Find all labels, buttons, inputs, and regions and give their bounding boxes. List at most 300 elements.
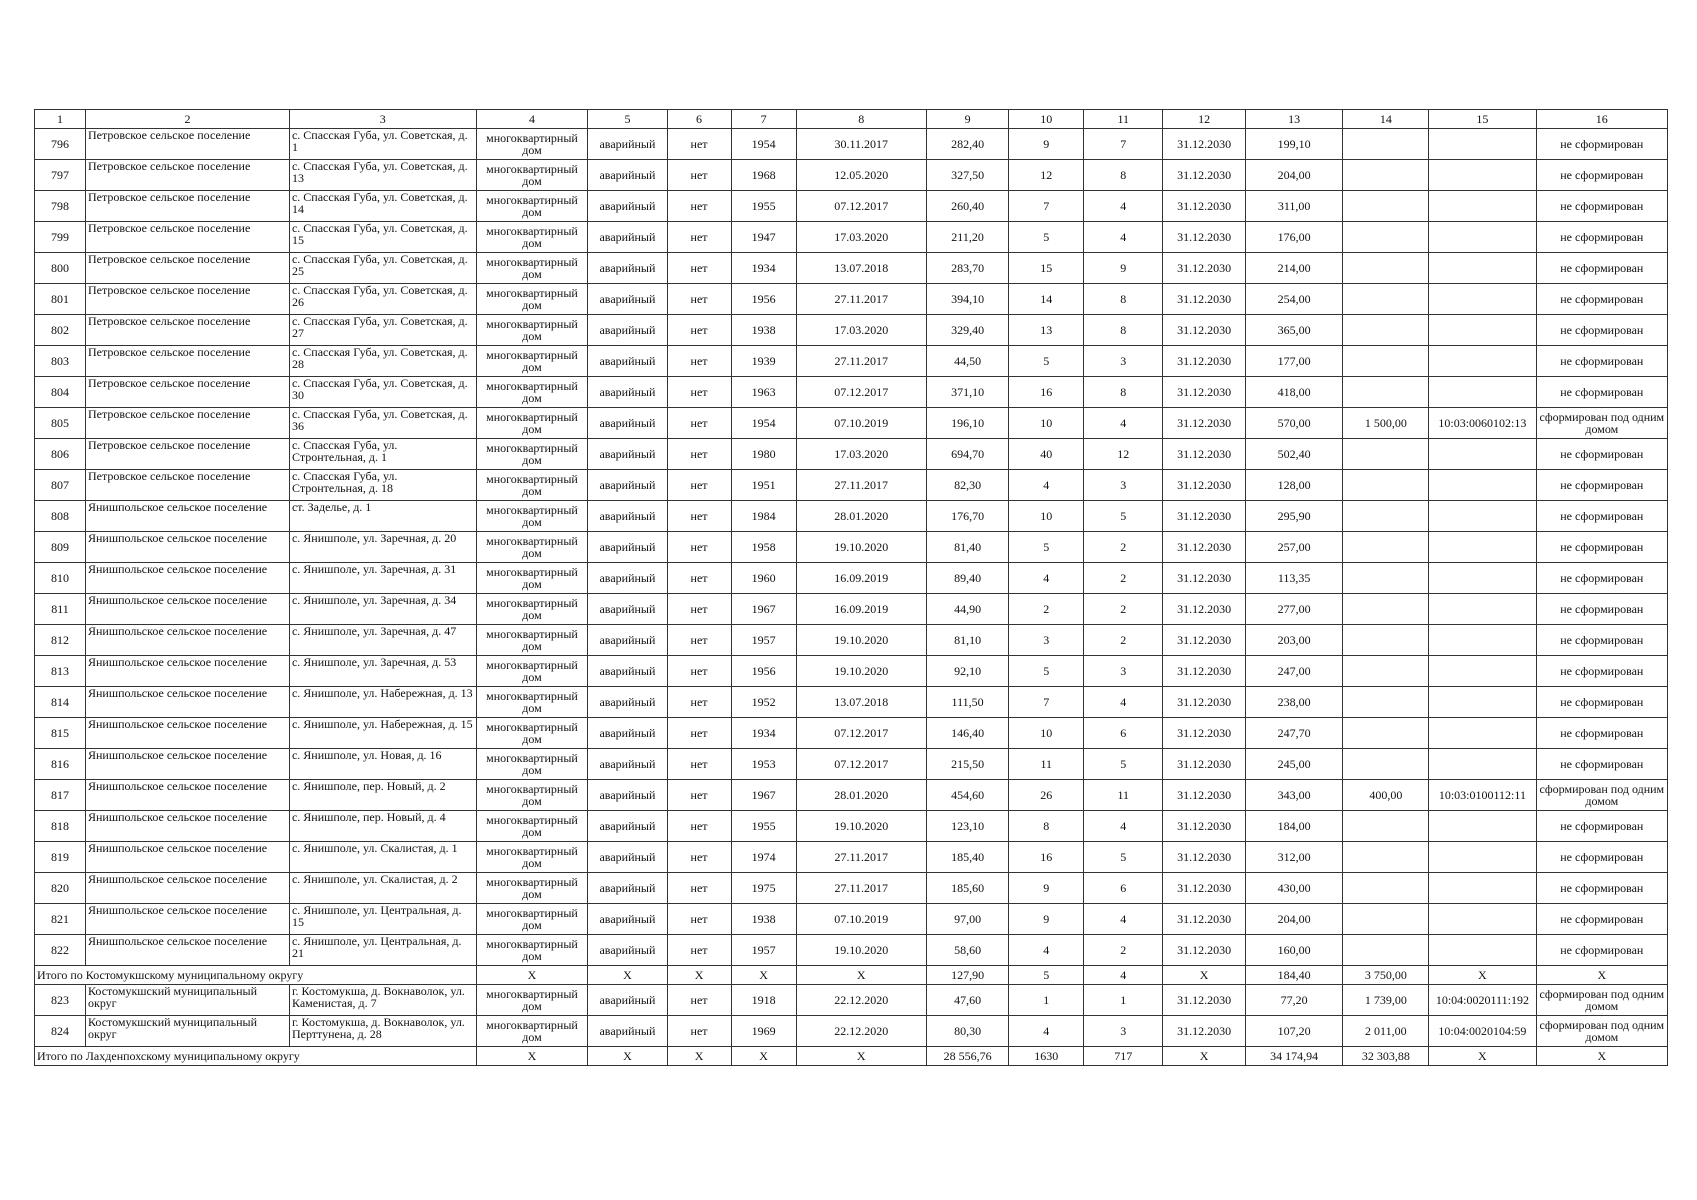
cadastral-number-cell — [1429, 439, 1536, 470]
table-row — [35, 718, 1668, 749]
column-number-header: 1 — [35, 110, 86, 129]
table-row — [35, 222, 1668, 253]
row-number-cell: 796 — [35, 129, 86, 160]
table-row — [35, 532, 1668, 563]
land-status-cell: не сформирован — [1536, 346, 1667, 377]
total-cell: 1630 — [1009, 1047, 1084, 1066]
municipality-cell: Янишпольское сельское поселение — [85, 501, 289, 532]
area-cell: 329,40 — [926, 315, 1008, 346]
address-cell: с. Янишполе, пер. Новый, д. 2 — [289, 780, 476, 811]
municipality-cell: Янишпольское сельское поселение — [85, 780, 289, 811]
apartments-cell: 5 — [1084, 749, 1163, 780]
area-cell: 215,50 — [926, 749, 1008, 780]
recognition-date-cell: 07.10.2019 — [796, 408, 926, 439]
recognition-date-cell: 27.11.2017 — [796, 842, 926, 873]
municipality-cell: Петровское сельское поселение — [85, 470, 289, 501]
cadastral-number-cell — [1429, 315, 1536, 346]
column-number-header: 3 — [289, 110, 476, 129]
table-row — [35, 985, 1668, 1016]
total-cell: X — [796, 1047, 926, 1066]
condition-cell: аварийный — [588, 377, 667, 408]
municipality-cell: Янишпольское сельское поселение — [85, 749, 289, 780]
year-built-cell: 1947 — [731, 222, 796, 253]
condition-cell: аварийный — [588, 656, 667, 687]
row-number-cell: 818 — [35, 811, 86, 842]
row-number-cell: 800 — [35, 253, 86, 284]
residents-cell: 13 — [1009, 315, 1084, 346]
condition-cell: аварийный — [588, 935, 667, 966]
relocated-cell: нет — [667, 253, 731, 284]
total-cell: X — [1536, 966, 1667, 985]
area-cell: 327,50 — [926, 160, 1008, 191]
land-plot-area-cell — [1343, 470, 1429, 501]
municipality-cell: Петровское сельское поселение — [85, 222, 289, 253]
relocated-cell: нет — [667, 1016, 731, 1047]
column-number-header: 6 — [667, 110, 731, 129]
address-cell: с. Спасская Губа, ул. Советская, д. 1 — [289, 129, 476, 160]
area-cell: 44,90 — [926, 594, 1008, 625]
residents-cell: 4 — [1009, 563, 1084, 594]
land-plot-area-cell — [1343, 191, 1429, 222]
address-cell: с. Янишполе, ул. Заречная, д. 47 — [289, 625, 476, 656]
relocated-cell: нет — [667, 780, 731, 811]
planned-date-cell: 31.12.2030 — [1163, 346, 1245, 377]
land-status-cell: не сформирован — [1536, 501, 1667, 532]
address-cell: с. Спасская Губа, ул. Советская, д. 15 — [289, 222, 476, 253]
apartments-cell: 6 — [1084, 718, 1163, 749]
row-number-cell: 817 — [35, 780, 86, 811]
table-row — [35, 160, 1668, 191]
address-cell: с. Янишполе, ул. Центральная, д. 21 — [289, 935, 476, 966]
planned-date-cell: 31.12.2030 — [1163, 985, 1245, 1016]
table-row — [35, 129, 1668, 160]
column-number-header: 11 — [1084, 110, 1163, 129]
land-plot-area-cell — [1343, 656, 1429, 687]
area-cell: 196,10 — [926, 408, 1008, 439]
year-built-cell: 1954 — [731, 129, 796, 160]
building-type-cell: многоквартирный дом — [476, 563, 588, 594]
building-type-cell: многоквартирный дом — [476, 873, 588, 904]
building-type-cell: многоквартирный дом — [476, 904, 588, 935]
land-plot-area-cell — [1343, 935, 1429, 966]
address-cell: с. Спасская Губа, ул. Советская, д. 28 — [289, 346, 476, 377]
land-area-value-cell: 277,00 — [1245, 594, 1343, 625]
recognition-date-cell: 27.11.2017 — [796, 873, 926, 904]
year-built-cell: 1958 — [731, 532, 796, 563]
building-type-cell: многоквартирный дом — [476, 346, 588, 377]
year-built-cell: 1984 — [731, 501, 796, 532]
recognition-date-cell: 07.10.2019 — [796, 904, 926, 935]
residents-cell: 26 — [1009, 780, 1084, 811]
table-row — [35, 935, 1668, 966]
year-built-cell: 1969 — [731, 1016, 796, 1047]
address-cell: с. Спасская Губа, ул. Стронтельная, д. 1 — [289, 439, 476, 470]
land-status-cell: не сформирован — [1536, 811, 1667, 842]
land-area-value-cell: 77,20 — [1245, 985, 1343, 1016]
address-cell: г. Костомукша, д. Вокнаволок, ул. Каменистая, д. 7 — [289, 985, 476, 1016]
land-area-value-cell: 245,00 — [1245, 749, 1343, 780]
row-number-cell: 812 — [35, 625, 86, 656]
apartments-cell: 7 — [1084, 129, 1163, 160]
year-built-cell: 1967 — [731, 780, 796, 811]
cadastral-number-cell — [1429, 563, 1536, 594]
area-cell: 97,00 — [926, 904, 1008, 935]
row-number-cell: 806 — [35, 439, 86, 470]
area-cell: 146,40 — [926, 718, 1008, 749]
residents-cell: 16 — [1009, 377, 1084, 408]
building-type-cell: многоквартирный дом — [476, 935, 588, 966]
planned-date-cell: 31.12.2030 — [1163, 129, 1245, 160]
residents-cell: 2 — [1009, 594, 1084, 625]
cadastral-number-cell — [1429, 284, 1536, 315]
area-cell: 371,10 — [926, 377, 1008, 408]
relocated-cell: нет — [667, 439, 731, 470]
cadastral-number-cell — [1429, 501, 1536, 532]
year-built-cell: 1952 — [731, 687, 796, 718]
column-number-header: 12 — [1163, 110, 1245, 129]
recognition-date-cell: 17.03.2020 — [796, 439, 926, 470]
total-cell: X — [796, 966, 926, 985]
recognition-date-cell: 07.12.2017 — [796, 749, 926, 780]
land-area-value-cell: 238,00 — [1245, 687, 1343, 718]
land-area-value-cell: 177,00 — [1245, 346, 1343, 377]
apartments-cell: 5 — [1084, 501, 1163, 532]
land-area-value-cell: 113,35 — [1245, 563, 1343, 594]
total-label: Итого по Лахденпохскому муниципальному округу — [35, 1047, 477, 1066]
area-cell: 211,20 — [926, 222, 1008, 253]
area-cell: 89,40 — [926, 563, 1008, 594]
row-number-cell: 822 — [35, 935, 86, 966]
total-label: Итого по Костомукшскому муниципальному округу — [35, 966, 477, 985]
recognition-date-cell: 16.09.2019 — [796, 594, 926, 625]
table-row — [35, 346, 1668, 377]
condition-cell: аварийный — [588, 687, 667, 718]
land-status-cell: не сформирован — [1536, 904, 1667, 935]
land-area-value-cell: 176,00 — [1245, 222, 1343, 253]
land-area-value-cell: 418,00 — [1245, 377, 1343, 408]
condition-cell: аварийный — [588, 191, 667, 222]
land-area-value-cell: 312,00 — [1245, 842, 1343, 873]
year-built-cell: 1956 — [731, 284, 796, 315]
total-cell: 4 — [1084, 966, 1163, 985]
column-number-header: 14 — [1343, 110, 1429, 129]
area-cell: 454,60 — [926, 780, 1008, 811]
relocated-cell: нет — [667, 625, 731, 656]
land-status-cell: не сформирован — [1536, 129, 1667, 160]
recognition-date-cell: 19.10.2020 — [796, 935, 926, 966]
apartments-cell: 8 — [1084, 160, 1163, 191]
year-built-cell: 1963 — [731, 377, 796, 408]
total-cell: 32 303,88 — [1343, 1047, 1429, 1066]
table-row — [35, 377, 1668, 408]
year-built-cell: 1934 — [731, 253, 796, 284]
building-type-cell: многоквартирный дом — [476, 160, 588, 191]
relocated-cell: нет — [667, 873, 731, 904]
recognition-date-cell: 19.10.2020 — [796, 811, 926, 842]
land-status-cell: сформирован под одним домом — [1536, 780, 1667, 811]
apartments-cell: 2 — [1084, 532, 1163, 563]
year-built-cell: 1934 — [731, 718, 796, 749]
recognition-date-cell: 19.10.2020 — [796, 656, 926, 687]
table-row — [35, 625, 1668, 656]
address-cell: с. Спасская Губа, ул. Советская, д. 30 — [289, 377, 476, 408]
relocated-cell: нет — [667, 408, 731, 439]
column-number-header: 7 — [731, 110, 796, 129]
condition-cell: аварийный — [588, 563, 667, 594]
land-plot-area-cell — [1343, 346, 1429, 377]
land-plot-area-cell — [1343, 377, 1429, 408]
land-area-value-cell: 570,00 — [1245, 408, 1343, 439]
land-status-cell: сформирован под одним домом — [1536, 985, 1667, 1016]
land-status-cell: не сформирован — [1536, 315, 1667, 346]
address-cell: с. Спасская Губа, ул. Советская, д. 14 — [289, 191, 476, 222]
cadastral-number-cell — [1429, 222, 1536, 253]
condition-cell: аварийный — [588, 594, 667, 625]
area-cell: 80,30 — [926, 1016, 1008, 1047]
total-row — [35, 966, 1668, 985]
land-plot-area-cell — [1343, 253, 1429, 284]
table-row — [35, 904, 1668, 935]
row-number-cell: 821 — [35, 904, 86, 935]
residents-cell: 5 — [1009, 532, 1084, 563]
recognition-date-cell: 16.09.2019 — [796, 563, 926, 594]
address-cell: с. Янишполе, пер. Новый, д. 4 — [289, 811, 476, 842]
table-row — [35, 656, 1668, 687]
recognition-date-cell: 27.11.2017 — [796, 346, 926, 377]
address-cell: с. Спасская Губа, ул. Советская, д. 26 — [289, 284, 476, 315]
area-cell: 44,50 — [926, 346, 1008, 377]
municipality-cell: Петровское сельское поселение — [85, 315, 289, 346]
land-plot-area-cell: 400,00 — [1343, 780, 1429, 811]
municipality-cell: Янишпольское сельское поселение — [85, 904, 289, 935]
building-type-cell: многоквартирный дом — [476, 811, 588, 842]
area-cell: 123,10 — [926, 811, 1008, 842]
residents-cell: 4 — [1009, 470, 1084, 501]
cadastral-number-cell: 10:04:0020111:192 — [1429, 985, 1536, 1016]
recognition-date-cell: 07.12.2017 — [796, 377, 926, 408]
condition-cell: аварийный — [588, 780, 667, 811]
address-cell: с. Спасская Губа, ул. Советская, д. 13 — [289, 160, 476, 191]
planned-date-cell: 31.12.2030 — [1163, 687, 1245, 718]
column-number-header: 15 — [1429, 110, 1536, 129]
planned-date-cell: 31.12.2030 — [1163, 160, 1245, 191]
apartments-cell: 8 — [1084, 284, 1163, 315]
planned-date-cell: 31.12.2030 — [1163, 594, 1245, 625]
address-cell: с. Янишполе, ул. Набережная, д. 15 — [289, 718, 476, 749]
column-number-header: 8 — [796, 110, 926, 129]
condition-cell: аварийный — [588, 439, 667, 470]
planned-date-cell: 31.12.2030 — [1163, 563, 1245, 594]
condition-cell: аварийный — [588, 470, 667, 501]
municipality-cell: Янишпольское сельское поселение — [85, 656, 289, 687]
address-cell: с. Янишполе, ул. Набережная, д. 13 — [289, 687, 476, 718]
land-status-cell: не сформирован — [1536, 842, 1667, 873]
planned-date-cell: 31.12.2030 — [1163, 811, 1245, 842]
municipality-cell: Янишпольское сельское поселение — [85, 594, 289, 625]
table-row — [35, 191, 1668, 222]
building-type-cell: многоквартирный дом — [476, 191, 588, 222]
cadastral-number-cell — [1429, 160, 1536, 191]
land-status-cell: не сформирован — [1536, 718, 1667, 749]
row-number-cell: 819 — [35, 842, 86, 873]
row-number-cell: 816 — [35, 749, 86, 780]
address-cell: с. Янишполе, ул. Скалистая, д. 1 — [289, 842, 476, 873]
land-plot-area-cell — [1343, 501, 1429, 532]
municipality-cell: Янишпольское сельское поселение — [85, 625, 289, 656]
recognition-date-cell: 19.10.2020 — [796, 532, 926, 563]
building-type-cell: многоквартирный дом — [476, 842, 588, 873]
land-status-cell: не сформирован — [1536, 377, 1667, 408]
residents-cell: 7 — [1009, 687, 1084, 718]
address-cell: с. Спасская Губа, ул. Советская, д. 36 — [289, 408, 476, 439]
area-cell: 92,10 — [926, 656, 1008, 687]
cadastral-number-cell — [1429, 811, 1536, 842]
building-type-cell: многоквартирный дом — [476, 780, 588, 811]
relocated-cell: нет — [667, 284, 731, 315]
building-type-cell: многоквартирный дом — [476, 253, 588, 284]
land-status-cell: не сформирован — [1536, 191, 1667, 222]
cadastral-number-cell — [1429, 191, 1536, 222]
table-row — [35, 408, 1668, 439]
building-type-cell: многоквартирный дом — [476, 532, 588, 563]
condition-cell: аварийный — [588, 718, 667, 749]
apartments-cell: 1 — [1084, 985, 1163, 1016]
building-type-cell: многоквартирный дом — [476, 656, 588, 687]
land-plot-area-cell — [1343, 563, 1429, 594]
land-plot-area-cell — [1343, 222, 1429, 253]
total-cell: X — [476, 1047, 588, 1066]
total-cell: X — [1163, 966, 1245, 985]
condition-cell: аварийный — [588, 904, 667, 935]
year-built-cell: 1938 — [731, 315, 796, 346]
planned-date-cell: 31.12.2030 — [1163, 1016, 1245, 1047]
land-plot-area-cell: 1 739,00 — [1343, 985, 1429, 1016]
cadastral-number-cell: 10:03:0100112:11 — [1429, 780, 1536, 811]
area-cell: 111,50 — [926, 687, 1008, 718]
recognition-date-cell: 13.07.2018 — [796, 687, 926, 718]
condition-cell: аварийный — [588, 873, 667, 904]
apartments-cell: 4 — [1084, 191, 1163, 222]
total-cell: X — [476, 966, 588, 985]
municipality-cell: Костомукшский муниципальный округ — [85, 1016, 289, 1047]
building-type-cell: многоквартирный дом — [476, 222, 588, 253]
residents-cell: 5 — [1009, 656, 1084, 687]
total-cell: X — [731, 966, 796, 985]
land-plot-area-cell: 2 011,00 — [1343, 1016, 1429, 1047]
building-type-cell: многоквартирный дом — [476, 470, 588, 501]
planned-date-cell: 31.12.2030 — [1163, 377, 1245, 408]
row-number-cell: 808 — [35, 501, 86, 532]
building-type-cell: многоквартирный дом — [476, 594, 588, 625]
land-area-value-cell: 204,00 — [1245, 904, 1343, 935]
relocated-cell: нет — [667, 811, 731, 842]
cadastral-number-cell — [1429, 532, 1536, 563]
condition-cell: аварийный — [588, 985, 667, 1016]
planned-date-cell: 31.12.2030 — [1163, 532, 1245, 563]
land-area-value-cell: 311,00 — [1245, 191, 1343, 222]
municipality-cell: Петровское сельское поселение — [85, 408, 289, 439]
year-built-cell: 1918 — [731, 985, 796, 1016]
address-cell: с. Янишполе, ул. Новая, д. 16 — [289, 749, 476, 780]
year-built-cell: 1980 — [731, 439, 796, 470]
municipality-cell: Петровское сельское поселение — [85, 284, 289, 315]
apartments-cell: 2 — [1084, 625, 1163, 656]
recognition-date-cell: 28.01.2020 — [796, 501, 926, 532]
column-number-header: 10 — [1009, 110, 1084, 129]
building-type-cell: многоквартирный дом — [476, 439, 588, 470]
row-number-cell: 815 — [35, 718, 86, 749]
address-cell: с. Спасская Губа, ул. Советская, д. 25 — [289, 253, 476, 284]
cadastral-number-cell — [1429, 594, 1536, 625]
area-cell: 260,40 — [926, 191, 1008, 222]
total-cell: 3 750,00 — [1343, 966, 1429, 985]
condition-cell: аварийный — [588, 842, 667, 873]
area-cell: 282,40 — [926, 129, 1008, 160]
land-area-value-cell: 502,40 — [1245, 439, 1343, 470]
relocated-cell: нет — [667, 346, 731, 377]
cadastral-number-cell — [1429, 873, 1536, 904]
table-row — [35, 873, 1668, 904]
cadastral-number-cell — [1429, 935, 1536, 966]
planned-date-cell: 31.12.2030 — [1163, 904, 1245, 935]
municipality-cell: Янишпольское сельское поселение — [85, 687, 289, 718]
recognition-date-cell: 17.03.2020 — [796, 222, 926, 253]
building-type-cell: многоквартирный дом — [476, 408, 588, 439]
relocated-cell: нет — [667, 656, 731, 687]
recognition-date-cell: 27.11.2017 — [796, 470, 926, 501]
planned-date-cell: 31.12.2030 — [1163, 408, 1245, 439]
recognition-date-cell: 27.11.2017 — [796, 284, 926, 315]
planned-date-cell: 31.12.2030 — [1163, 501, 1245, 532]
apartments-cell: 12 — [1084, 439, 1163, 470]
apartments-cell: 2 — [1084, 594, 1163, 625]
table-row — [35, 284, 1668, 315]
planned-date-cell: 31.12.2030 — [1163, 191, 1245, 222]
land-area-value-cell: 199,10 — [1245, 129, 1343, 160]
land-status-cell: не сформирован — [1536, 935, 1667, 966]
total-cell: X — [1163, 1047, 1245, 1066]
table-row — [35, 253, 1668, 284]
land-area-value-cell: 257,00 — [1245, 532, 1343, 563]
total-cell: X — [667, 966, 731, 985]
land-area-value-cell: 204,00 — [1245, 160, 1343, 191]
apartments-cell: 4 — [1084, 904, 1163, 935]
table-row — [35, 315, 1668, 346]
land-area-value-cell: 430,00 — [1245, 873, 1343, 904]
row-number-cell: 824 — [35, 1016, 86, 1047]
cadastral-number-cell — [1429, 253, 1536, 284]
land-plot-area-cell: 1 500,00 — [1343, 408, 1429, 439]
condition-cell: аварийный — [588, 253, 667, 284]
total-cell: X — [588, 1047, 667, 1066]
residents-cell: 15 — [1009, 253, 1084, 284]
year-built-cell: 1960 — [731, 563, 796, 594]
building-type-cell: многоквартирный дом — [476, 749, 588, 780]
relocated-cell: нет — [667, 749, 731, 780]
land-plot-area-cell — [1343, 315, 1429, 346]
table-row — [35, 594, 1668, 625]
land-status-cell: не сформирован — [1536, 253, 1667, 284]
table-row — [35, 470, 1668, 501]
recognition-date-cell: 30.11.2017 — [796, 129, 926, 160]
municipality-cell: Янишпольское сельское поселение — [85, 873, 289, 904]
area-cell: 185,60 — [926, 873, 1008, 904]
building-type-cell: многоквартирный дом — [476, 315, 588, 346]
total-cell: 184,40 — [1245, 966, 1343, 985]
table-row — [35, 1016, 1668, 1047]
land-plot-area-cell — [1343, 439, 1429, 470]
year-built-cell: 1957 — [731, 935, 796, 966]
